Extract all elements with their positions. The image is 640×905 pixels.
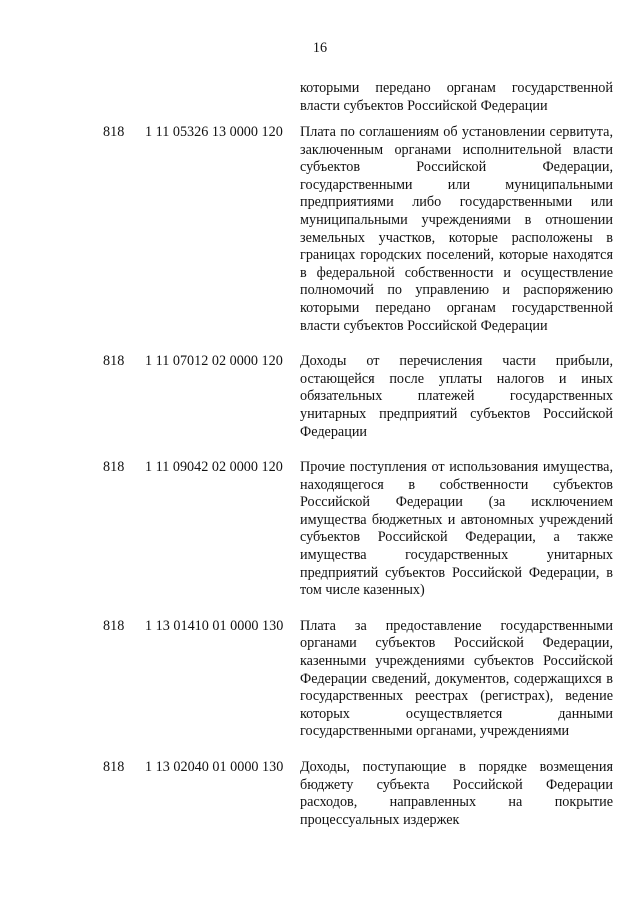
table-row xyxy=(0,459,640,600)
table-row xyxy=(0,124,640,335)
budget-classification-code: 1 11 09042 02 0000 120 xyxy=(145,459,283,476)
table-row xyxy=(0,759,640,829)
admin-code: 818 xyxy=(103,459,125,476)
admin-code: 818 xyxy=(103,353,125,370)
budget-classification-code: 1 13 01410 01 0000 130 xyxy=(145,617,284,634)
table-row xyxy=(0,618,640,741)
revenue-description: Плата по соглашениям об установлении сервитута, заключенным органами исполнительной власти субъектов Российской Федерации, государственными или муниципальными предприятиями либо государственными или муниципальными учреждениями в отношении земельных участков, которые расположены в границах городских поселений, которые находятся в федеральной собственности и осуществление полномочий по управлению и распоряжению которыми передано органам государственной власти субъектов Российской Федерации xyxy=(300,124,613,334)
budget-classification-code: 1 13 02040 01 0000 130 xyxy=(145,759,284,775)
budget-classification-code: 1 11 05326 13 0000 120 xyxy=(145,124,283,140)
admin-code: 818 xyxy=(103,124,125,140)
revenue-code-table xyxy=(0,124,640,847)
page-number: 16 xyxy=(312,40,328,56)
admin-code: 818 xyxy=(103,617,125,634)
budget-classification-code: 1 11 07012 02 0000 120 xyxy=(145,353,283,370)
revenue-description: Доходы от перечисления части прибыли, остающейся после уплаты налогов и иных обязательных платежей государственных унитарных предприятий субъектов Российской Федерации xyxy=(300,353,613,440)
admin-code: 818 xyxy=(103,759,125,775)
table-row xyxy=(0,353,640,441)
revenue-description: Плата за предоставление государственными органами субъектов Российской Федерации, казенными учреждениями субъектов Российской Федерации сведений, документов, содержащихся в государственных реестрах (регистрах), ведение которых осуществляется данными государственными органами, учреждениями xyxy=(300,617,613,740)
revenue-description: Прочие поступления от использования имущества, находящегося в собственности субъектов Российской Федерации (за исключением имущества бюджетных и автономных учреждений субъектов Российской Федерации, а также имущества государственных унитарных предприятий субъектов Российской Федерации, в том числе казенных) xyxy=(300,459,613,599)
revenue-description: Доходы, поступающие в порядке возмещения бюджету субъекта Российской Федерации расходов, направленных на покрытие процессуальных издержек xyxy=(300,759,613,828)
continuation-text: которыми передано органам государственной власти субъектов Российской Федерации xyxy=(300,80,613,114)
